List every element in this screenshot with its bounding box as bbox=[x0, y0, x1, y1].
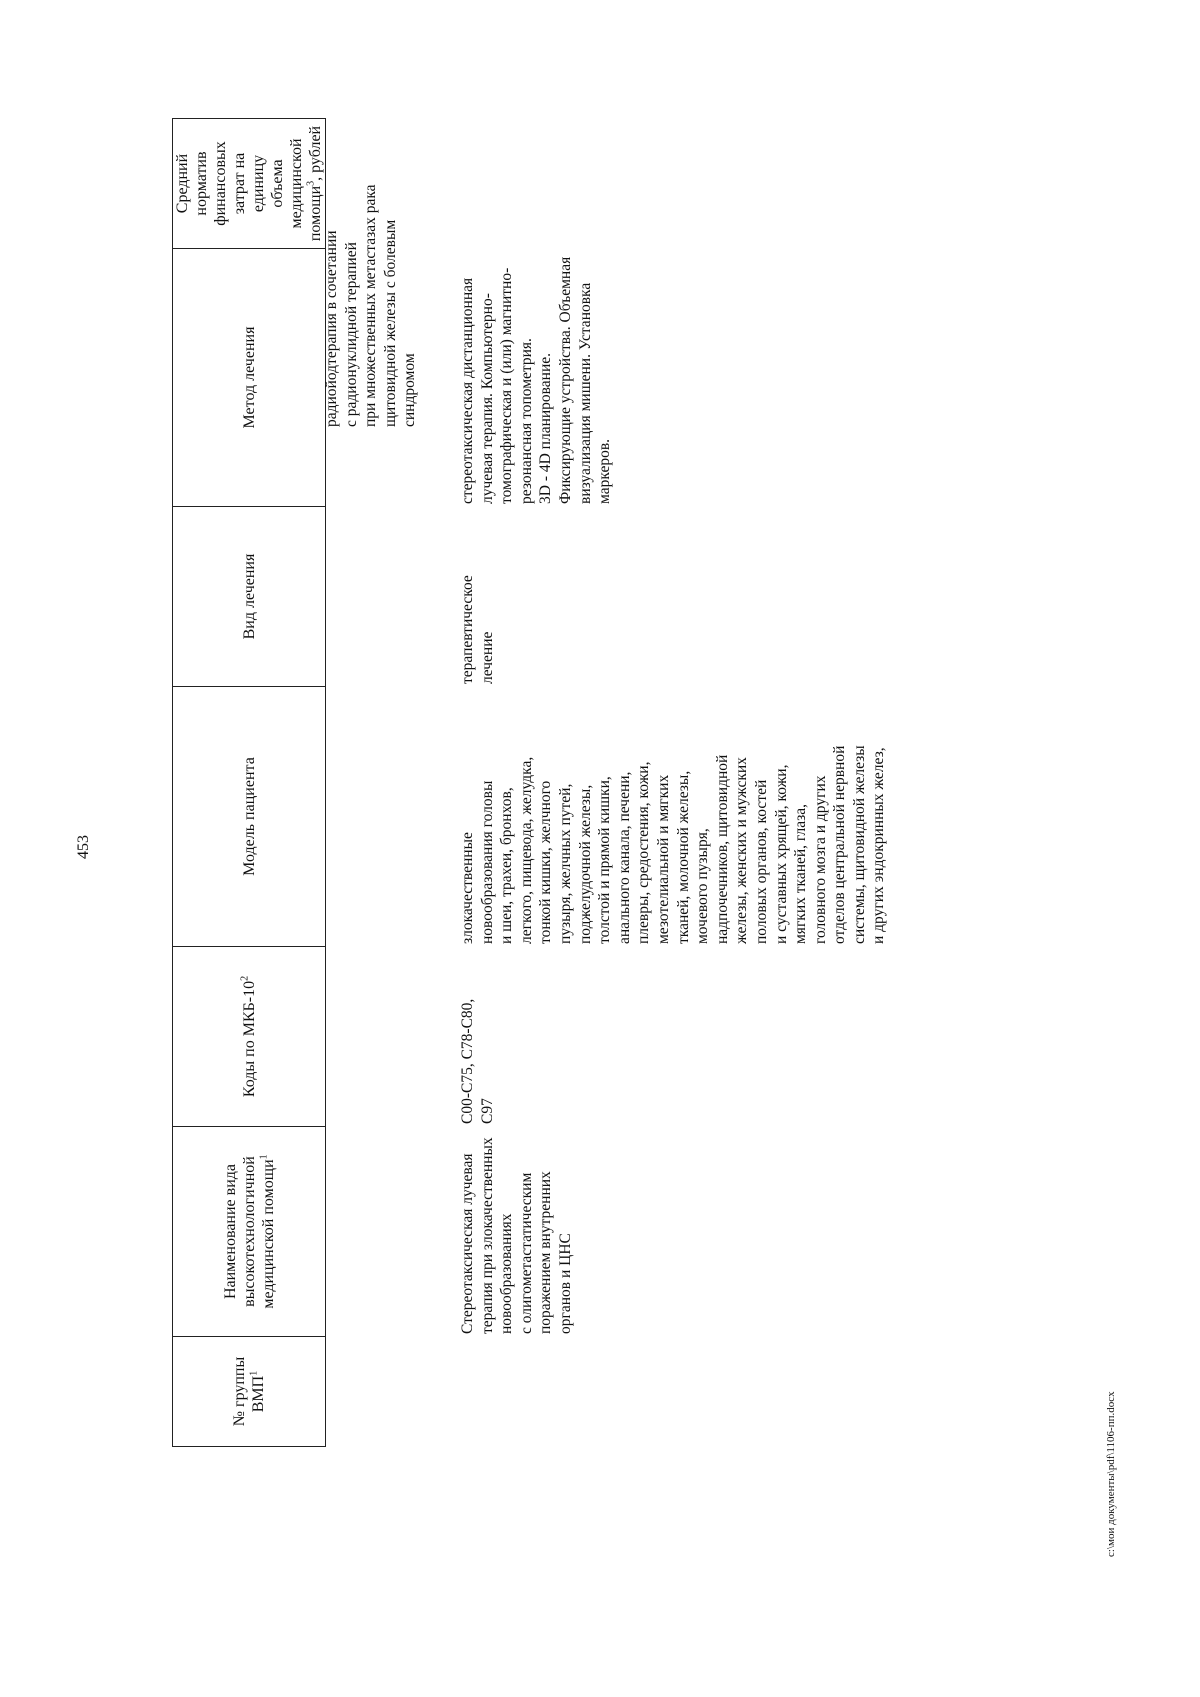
text-line: маркеров. bbox=[596, 438, 614, 504]
text-line: новообразования головы bbox=[478, 780, 496, 944]
header-treatment-type: Вид лечения bbox=[173, 507, 326, 687]
text-line: плевры, средостения, кожи, bbox=[635, 761, 653, 944]
text-line: мезотелиальной и мягких bbox=[654, 774, 672, 944]
text-line: железы, женских и мужских bbox=[733, 757, 751, 944]
text-line: головного мозга и других bbox=[811, 775, 829, 944]
header-treatment-method: Метод лечения bbox=[173, 249, 326, 507]
text-line: системы, щитовидной железы bbox=[850, 745, 868, 944]
text-line: надпочечников, щитовидной bbox=[713, 754, 731, 944]
text-line: и суставных хрящей, кожи, bbox=[772, 764, 790, 944]
row2-treatment-method bbox=[458, 257, 615, 504]
row2-icd-codes bbox=[458, 999, 497, 1124]
text-line: 3D - 4D планирование. bbox=[537, 352, 555, 504]
text-line: радиойодтерапия в сочетании bbox=[323, 230, 340, 427]
header-icd-codes: Коды по МКБ-$10^2$ bbox=[173, 947, 326, 1127]
header-group-number: № группы ВМП$^1$ bbox=[173, 1337, 326, 1447]
text-line: C97 bbox=[478, 1098, 496, 1124]
text-line: визуализация мишени. Установка bbox=[576, 282, 594, 504]
page-number: 453 bbox=[75, 835, 92, 859]
text-line: щитовидной железы с болевым bbox=[381, 219, 399, 427]
text-line: томографическая и (или) магнитно- bbox=[498, 267, 516, 504]
text-line: пузыря, желчных путей, bbox=[556, 783, 574, 944]
text-line: и других эндокринных желез, bbox=[870, 747, 888, 944]
text-line: и шеи, трахеи, бронхов, bbox=[498, 787, 516, 944]
text-line: толстой и прямой кишки, bbox=[596, 776, 614, 944]
text-line: органов и ЦНС bbox=[556, 1233, 574, 1334]
text-line: новообразованиях bbox=[498, 1213, 516, 1334]
header-care-name: Наименование вида высокотехнологичной медицинской помощи$^1$ bbox=[173, 1127, 326, 1337]
row2-treatment-type bbox=[458, 575, 497, 684]
table-header bbox=[172, 118, 326, 1447]
text-line: поджелудочной железы, bbox=[576, 784, 594, 944]
row1-method bbox=[322, 184, 420, 427]
footer-file-path: c:\мои документы\pdf\1106-пп.docx bbox=[1105, 1391, 1117, 1557]
text-line: терапия при злокачественных bbox=[478, 1137, 496, 1334]
text-line: с олигометастатическим bbox=[517, 1172, 535, 1334]
text-line: лучевая терапия. Компьютерно- bbox=[478, 293, 496, 504]
text-line: поражением внутренних bbox=[537, 1171, 555, 1334]
text-line: стереотаксическая дистанционная bbox=[459, 277, 476, 504]
text-line: C00-C75, C78-C80, bbox=[459, 998, 476, 1124]
text-line: с радионуклидной терапией bbox=[342, 242, 360, 427]
text-line: отделов центральной нервной bbox=[831, 745, 849, 944]
header-patient-model: Модель пациента bbox=[173, 687, 326, 947]
row2-patient-model bbox=[458, 745, 889, 944]
text-line: анального канала, печени, bbox=[615, 771, 633, 944]
text-line: Стереотаксическая лучевая bbox=[459, 1153, 476, 1334]
text-line: мягких тканей, глаза, bbox=[792, 804, 810, 944]
text-line: половых органов, костей bbox=[752, 779, 770, 944]
text-line: тонкой кишки, желчного bbox=[537, 780, 555, 944]
text-line: Фиксирующие устройства. Объемная bbox=[556, 256, 574, 504]
text-line: при множественных метастазах рака bbox=[362, 184, 380, 427]
text-line: тканей, молочной железы, bbox=[674, 770, 692, 944]
text-line: терапевтическое bbox=[459, 575, 476, 684]
row2-care-name bbox=[458, 1137, 576, 1334]
text-line: резонансная топометрия. bbox=[517, 338, 535, 504]
text-line: лечение bbox=[478, 631, 496, 684]
text-line: синдромом bbox=[401, 353, 419, 427]
header-cost-norm: Средний норматив финансовых затрат на единицу объема медицинской помощи$^3$, рублей bbox=[173, 119, 326, 249]
text-line: легкого, пищевода, желудка, bbox=[517, 756, 535, 944]
text-line: злокачественные bbox=[459, 832, 476, 944]
text-line: мочевого пузыря, bbox=[694, 828, 712, 944]
